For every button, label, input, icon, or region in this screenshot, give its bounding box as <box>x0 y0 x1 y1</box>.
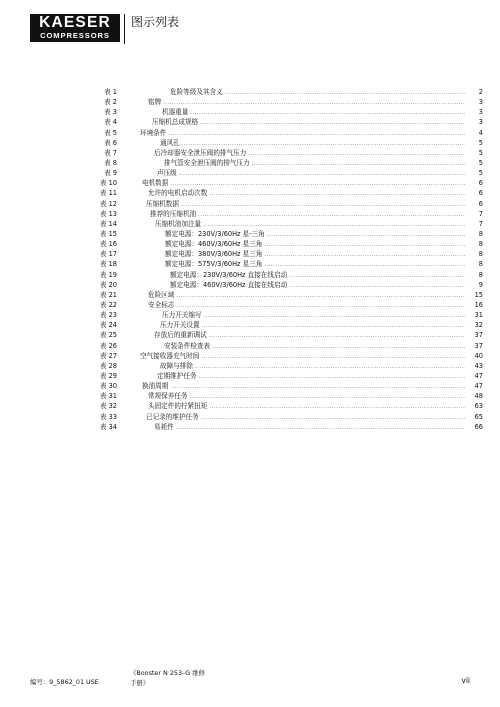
page-number: vii <box>461 676 470 685</box>
toc-entry-title[interactable]: 额定电源：460V/3/60Hz 星三角 <box>165 240 263 249</box>
toc-entry-page[interactable]: 5 <box>478 148 483 157</box>
toc-entry[interactable] <box>0 412 500 422</box>
toc-entry-title[interactable]: 常规保养任务 <box>148 392 188 401</box>
toc-entry[interactable] <box>0 117 500 127</box>
toc-entry-title[interactable]: 压缩机数据 <box>146 199 179 208</box>
toc-entry-label: 表 18 <box>99 260 117 269</box>
toc-entry-label: 表 7 <box>104 148 117 157</box>
toc-entry-label: 表 19 <box>99 270 117 279</box>
toc-entry-page[interactable]: 37 <box>474 331 483 340</box>
toc-entry-page[interactable]: 8 <box>478 229 483 238</box>
toc-entry-page[interactable]: 8 <box>478 240 483 249</box>
toc-entry-page[interactable]: 4 <box>478 128 483 137</box>
toc-entry-title[interactable]: 铭牌 <box>148 98 162 107</box>
toc-entry-label: 表 5 <box>104 128 117 137</box>
toc-entry[interactable] <box>0 188 500 198</box>
toc-entry-page[interactable]: 8 <box>478 250 483 259</box>
toc-entry-title[interactable]: 易耗件 <box>154 422 174 431</box>
toc-entry[interactable] <box>0 320 500 330</box>
toc-entry-title[interactable]: 安全标志 <box>148 300 175 309</box>
logo-wordmark: KAESER <box>39 14 111 31</box>
toc-entry-page[interactable]: 43 <box>474 361 483 370</box>
toc-entry[interactable] <box>0 148 500 158</box>
toc-entry-label: 表 24 <box>99 321 117 330</box>
toc-entry-label: 表 22 <box>99 300 117 309</box>
toc-entry-page[interactable]: 7 <box>478 219 483 228</box>
toc-entry-title[interactable]: 额定电源：460V/3/60Hz 直接在线启动 <box>170 280 288 289</box>
toc-entry[interactable] <box>0 371 500 381</box>
toc-entry-label: 表 16 <box>99 240 117 249</box>
toc-entry-page[interactable]: 31 <box>474 311 483 320</box>
toc-entry-label: 表 23 <box>99 311 117 320</box>
toc-entry-label: 表 34 <box>99 422 117 431</box>
page-title: 图示列表 <box>131 15 180 29</box>
toc-entry-page[interactable]: 66 <box>474 422 483 431</box>
manual-title-line1: 《Booster N 253–G 维修 <box>130 669 205 677</box>
table-list <box>0 87 500 432</box>
toc-entry-title[interactable]: 后冷却器安全泄压阀的排气压力 <box>154 148 247 157</box>
toc-entry[interactable] <box>0 107 500 117</box>
toc-entry-label: 表 32 <box>99 402 117 411</box>
toc-entry-title[interactable]: 排气管安全泄压阀的排气压力 <box>164 158 250 167</box>
toc-entry[interactable] <box>0 138 500 148</box>
toc-entry-title[interactable]: 危险区域 <box>148 290 175 299</box>
toc-entry-label: 表 1 <box>104 88 117 96</box>
toc-entry[interactable] <box>0 381 500 391</box>
toc-entry-label: 表 20 <box>99 280 117 289</box>
toc-entry-label: 表 14 <box>99 219 117 228</box>
toc-entry-title[interactable]: 允许的电机启动次数 <box>148 189 208 198</box>
toc-entry-label: 表 11 <box>99 189 117 198</box>
toc-entry[interactable] <box>0 97 500 107</box>
toc-entry-title[interactable]: 存放后的重新调试 <box>154 331 207 340</box>
toc-entry-label: 表 13 <box>99 209 117 218</box>
toc-entry[interactable] <box>0 391 500 401</box>
toc-entry-page[interactable]: 16 <box>474 300 483 309</box>
header-divider <box>124 14 125 44</box>
toc-entry-title[interactable]: 故障与排除 <box>160 361 193 370</box>
toc-entry-page[interactable]: 3 <box>478 118 483 127</box>
toc-entry[interactable] <box>0 128 500 138</box>
toc-entry-title[interactable]: 机器重量 <box>162 108 189 117</box>
toc-entry-title[interactable]: 空气接收器充气时间 <box>140 351 200 360</box>
toc-entry-label: 表 21 <box>99 290 117 299</box>
toc-entry[interactable] <box>0 219 500 229</box>
toc-entry-title[interactable]: 额定电源：575V/3/60Hz 星三角 <box>165 260 263 269</box>
toc-entry-title[interactable]: 额定电源：380V/3/60Hz 星三角 <box>165 250 263 259</box>
toc-entry-page[interactable]: 8 <box>478 270 483 279</box>
toc-entry[interactable] <box>0 229 500 239</box>
toc-entry-label: 表 8 <box>104 158 117 167</box>
toc-entry-page[interactable]: 8 <box>478 260 483 269</box>
toc-entry-page[interactable]: 47 <box>474 371 483 380</box>
toc-entry-page[interactable]: 63 <box>474 402 483 411</box>
toc-entry[interactable] <box>0 300 500 310</box>
toc-entry-label: 表 9 <box>104 169 117 178</box>
toc-entry-page[interactable]: 6 <box>478 179 483 188</box>
toc-entry-page[interactable]: 5 <box>478 138 483 147</box>
toc-entry[interactable] <box>0 422 500 432</box>
toc-entry-title[interactable]: 推荐的压缩机油 <box>150 209 197 218</box>
toc-entry-title[interactable]: 换油周期 <box>142 382 169 391</box>
toc-entry-page[interactable]: 3 <box>478 108 483 117</box>
toc-entry-title[interactable]: 压缩机总成规格 <box>152 118 199 127</box>
toc-entry-label: 表 33 <box>99 412 117 421</box>
toc-entry-label: 表 31 <box>99 392 117 401</box>
toc-entry-label: 表 29 <box>99 371 117 380</box>
toc-entry-page[interactable]: 40 <box>474 351 483 360</box>
toc-entry-page[interactable]: 6 <box>478 189 483 198</box>
toc-entry-title[interactable]: 压力开关缩写 <box>162 311 202 320</box>
toc-entry-page[interactable]: 2 <box>478 88 483 96</box>
toc-entry[interactable] <box>0 199 500 209</box>
toc-entry-title[interactable]: 危险等级及其含义 <box>170 88 223 96</box>
toc-entry-label: 表 2 <box>104 98 117 107</box>
toc-entry[interactable] <box>0 239 500 249</box>
toc-entry-title[interactable]: 环境条件 <box>140 128 167 137</box>
toc-entry[interactable] <box>0 341 500 351</box>
toc-entry-page[interactable]: 3 <box>478 98 483 107</box>
toc-entry-title[interactable]: 通风孔 <box>160 138 180 147</box>
toc-entry-label: 表 6 <box>104 138 117 147</box>
toc-entry-label: 表 17 <box>99 250 117 259</box>
toc-entry[interactable] <box>0 310 500 320</box>
toc-entry-page[interactable]: 32 <box>474 321 483 330</box>
toc-entry-label: 表 4 <box>104 118 117 127</box>
toc-entry-page[interactable]: 48 <box>474 392 483 401</box>
toc-entry[interactable] <box>0 361 500 371</box>
manual-title <box>130 668 205 688</box>
toc-entry[interactable] <box>0 351 500 361</box>
toc-entry-page[interactable]: 65 <box>474 412 483 421</box>
toc-entry[interactable] <box>0 330 500 340</box>
manual-title-line2: 手册》 <box>130 679 150 687</box>
toc-entry-label: 表 30 <box>99 382 117 391</box>
toc-entry-label: 表 15 <box>99 229 117 238</box>
toc-entry-page[interactable]: 6 <box>478 199 483 208</box>
logo-subtitle: COMPRESSORS <box>40 31 110 40</box>
toc-entry-label: 表 3 <box>104 108 117 117</box>
toc-entry[interactable] <box>0 209 500 219</box>
toc-entry-label: 表 27 <box>99 351 117 360</box>
toc-entry[interactable] <box>0 259 500 269</box>
toc-entry-line <box>154 422 483 433</box>
toc-entry-title[interactable]: 额定电源：230V/3/60Hz 直接在线启动 <box>170 270 288 279</box>
toc-entry-page[interactable]: 7 <box>478 209 483 218</box>
toc-entry-title[interactable]: 声压级 <box>157 169 177 178</box>
toc-entry-title[interactable]: 定期维护任务 <box>157 371 197 380</box>
toc-entry[interactable] <box>0 280 500 290</box>
toc-entry-title[interactable]: 已记录的维护任务 <box>146 412 199 421</box>
toc-entry-page[interactable]: 37 <box>474 341 483 350</box>
toc-dot-leader <box>176 423 465 433</box>
toc-entry-title[interactable]: 头固定件的拧紧扭矩 <box>148 402 208 411</box>
kaeser-logo <box>30 14 120 42</box>
toc-entry-title[interactable]: 安装条件检查表 <box>164 341 211 350</box>
toc-entry-title[interactable]: 电机数据 <box>142 179 169 188</box>
toc-entry[interactable] <box>0 249 500 259</box>
toc-entry-page[interactable]: 5 <box>478 169 483 178</box>
toc-entry[interactable] <box>0 168 500 178</box>
toc-entry-label: 表 26 <box>99 341 117 350</box>
toc-entry-page[interactable]: 15 <box>474 290 483 299</box>
doc-number: 编号：9_5862_01 USE <box>30 678 99 686</box>
toc-entry-title[interactable]: 压力开关设置 <box>160 321 200 330</box>
toc-entry-page[interactable]: 5 <box>478 158 483 167</box>
toc-entry[interactable] <box>0 401 500 411</box>
toc-entry-page[interactable]: 47 <box>474 382 483 391</box>
toc-entry-page[interactable]: 9 <box>478 280 483 289</box>
toc-entry-title[interactable]: 压缩机油加注量 <box>155 219 202 228</box>
toc-entry[interactable] <box>0 87 500 97</box>
toc-entry[interactable] <box>0 270 500 280</box>
toc-entry[interactable] <box>0 158 500 168</box>
toc-entry[interactable] <box>0 178 500 188</box>
toc-entry-title[interactable]: 额定电源：230V/3/60Hz 星-三角 <box>165 229 265 238</box>
toc-entry[interactable] <box>0 290 500 300</box>
toc-entry-label: 表 12 <box>99 199 117 208</box>
toc-entry-label: 表 25 <box>99 331 117 340</box>
toc-entry-label: 表 28 <box>99 361 117 370</box>
toc-entry-label: 表 10 <box>99 179 117 188</box>
